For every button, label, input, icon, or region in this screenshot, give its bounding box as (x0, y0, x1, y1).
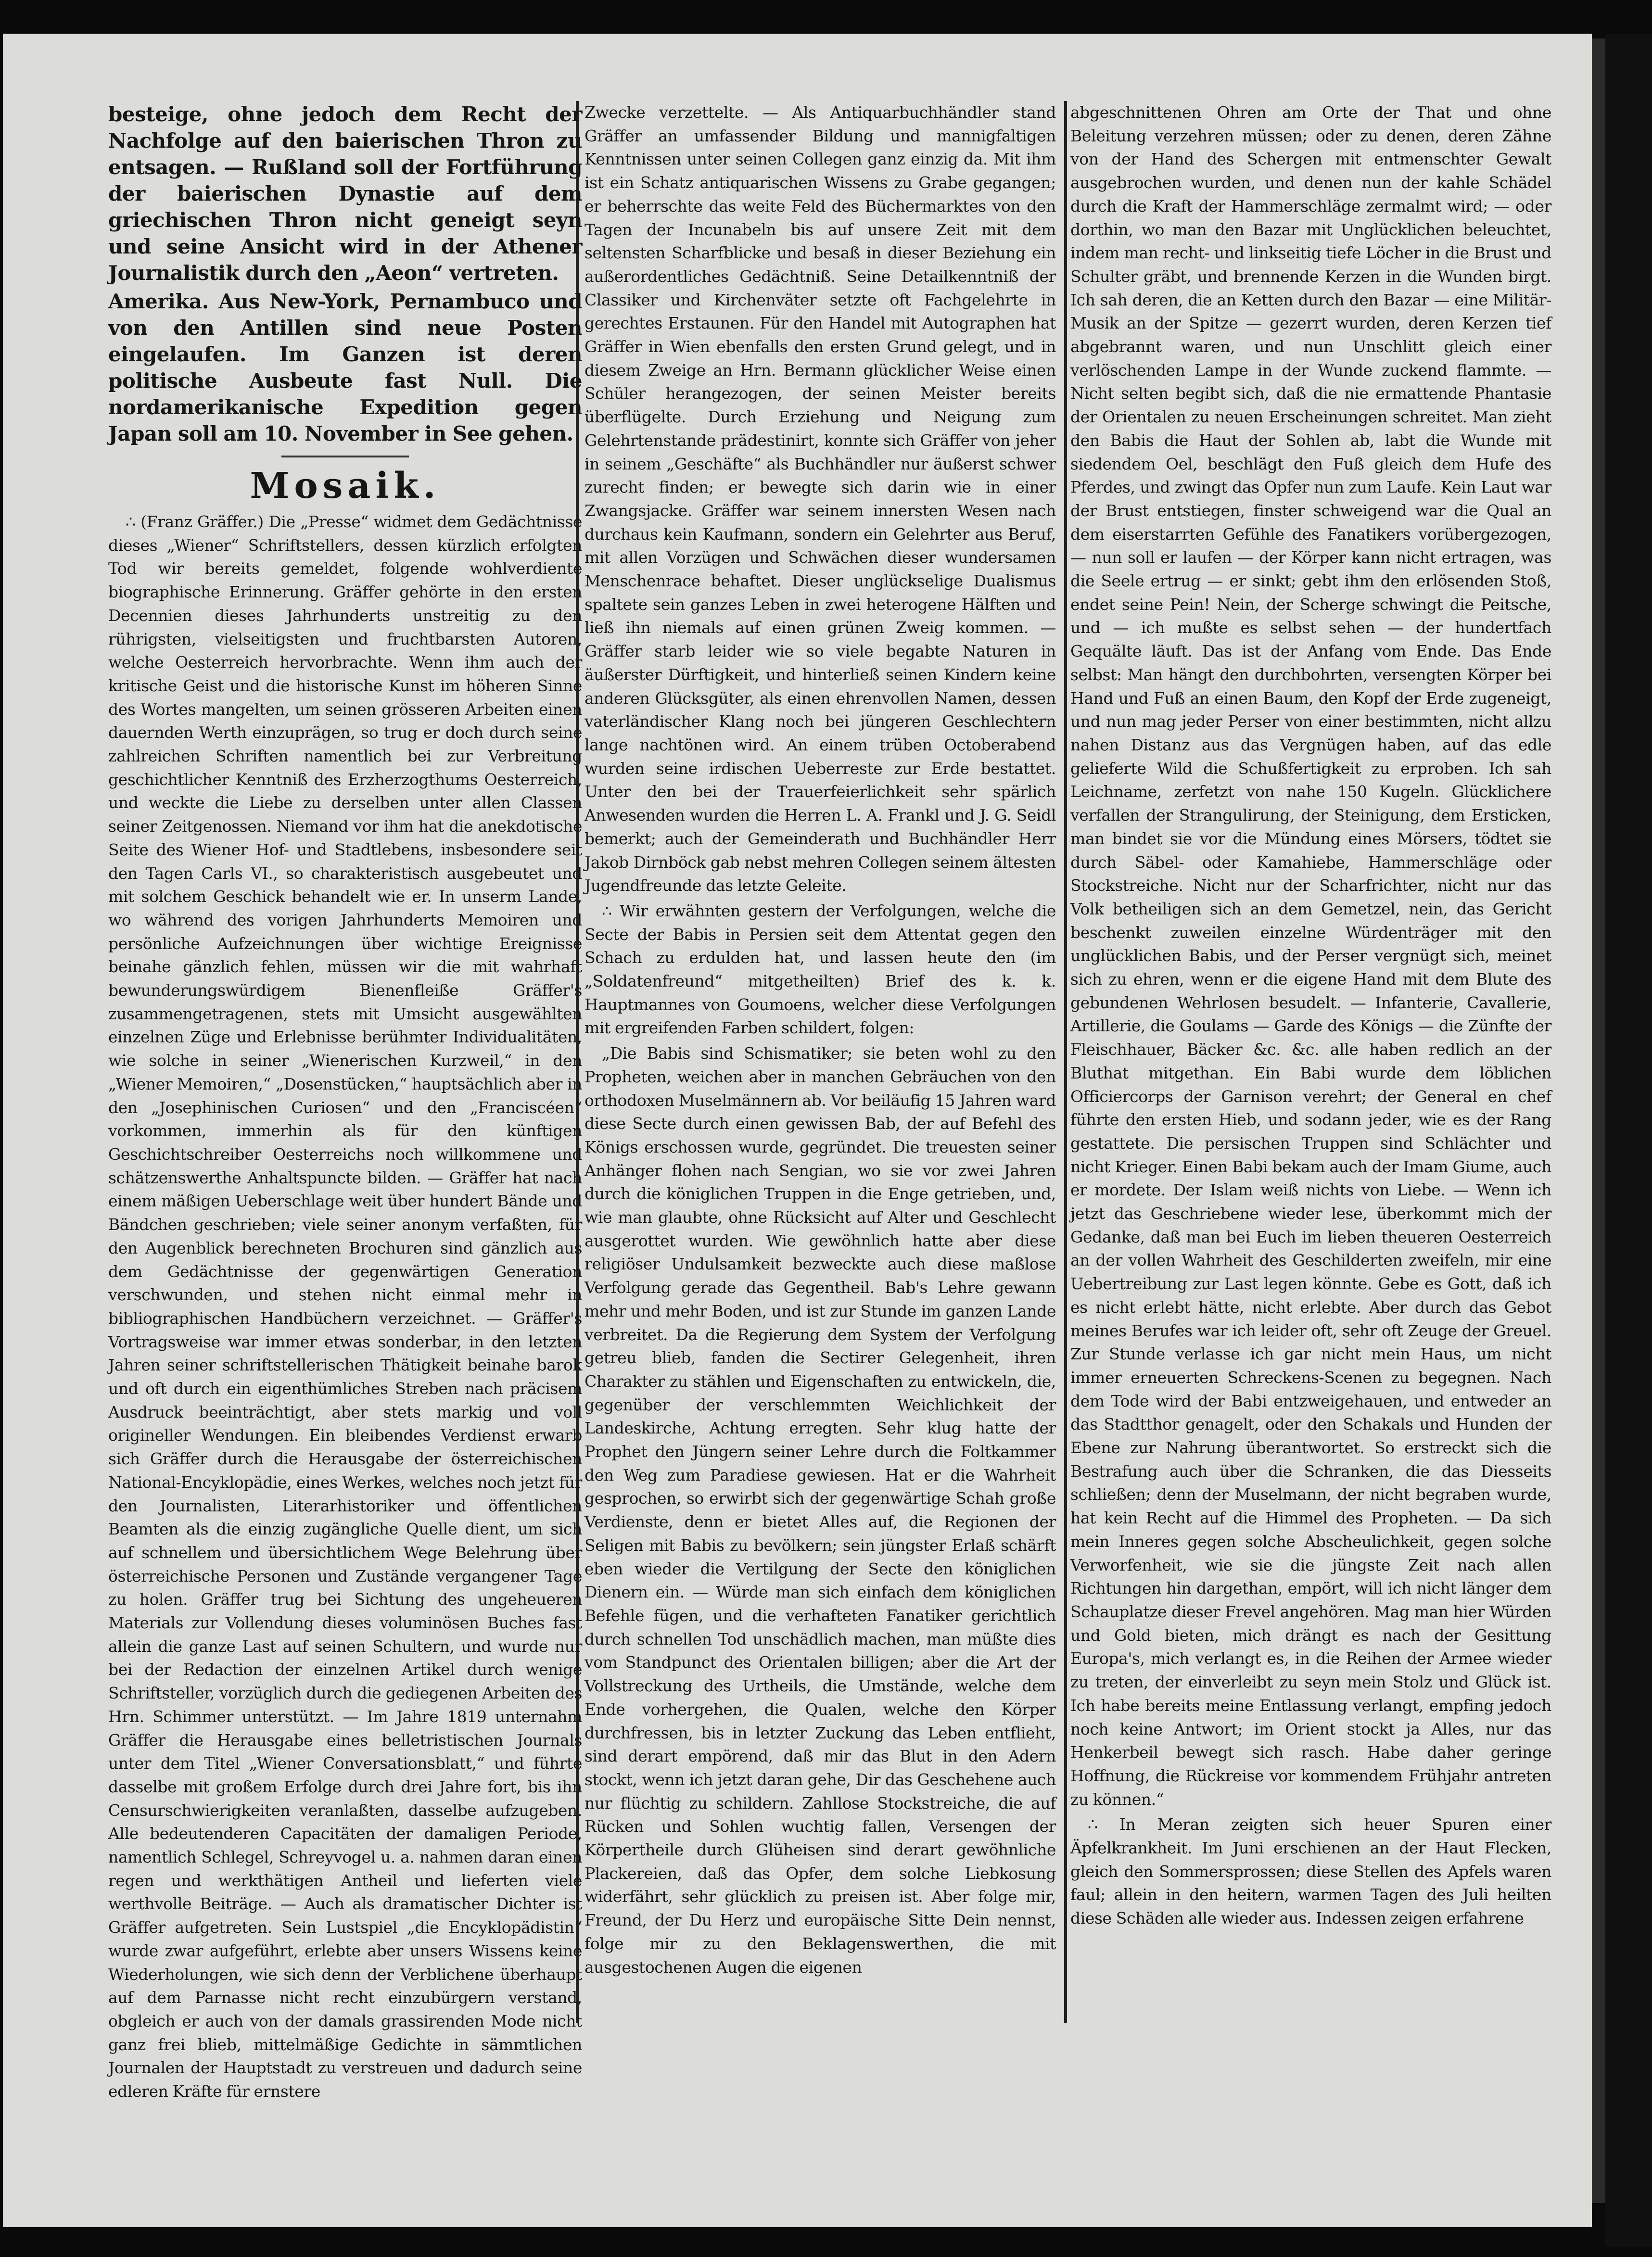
column-1 (108, 101, 582, 2101)
page-spine-shadow (1592, 38, 1605, 2203)
section-separator (281, 456, 409, 457)
paragraph-babis-letter-continued: abgeschnittenen Ohren am Orte der That und ohne Beleitung verzehren müssen; oder zu denen, deren Zähne von der Hand des Schergen mit entmenschter Gewalt ausgebrochen wurden, und denen nun der kahle Schädel durch die Kraft der Hammerschläge zermalmt wird; — oder dorthin, wo man den Bazar mit Unglücklichen beleuchtet, indem man recht- und linkseitig tiefe Löcher in die Brust und Schulter gräbt, und brennende Kerzen in die Wunden birgt. Ich sah deren, die an Ketten durch den Bazar — eine Militär-Musik an der Spitze — gezerrt wurden, deren Kerzen tief abgebrannt waren, und nun Unschlitt gleich einer verlöschenden Lampe in der Wunde zuckend flammte. — Nicht selten begibt sich, daß die nie ermattende Phantasie der Orientalen zu neuen Erscheinungen schreitet. Man zieht den Babis die Haut der Sohlen ab, labt die Wunde mit siedendem Oel, beschlägt den Fuß gleich dem Hufe des Pferdes, und zwingt das Opfer nun zum Laufe. Kein Laut war der Brust entstiegen, finster schweigend war die Qual an dem eiserstarrten Gefühle des Fanatikers vorübergezogen, — nun soll er laufen — der Körper kann nicht ertragen, was die Seele ertrug — er sinkt; gebt ihm den erlösenden Stoß, endet seine Pein! Nein, der Scherge schwingt die Peitsche, und — ich mußte es selbst sehen — der hundertfach Gequälte läuft. Das ist der Anfang vom Ende. Das Ende selbst: Man hängt den durchbohrten, versengten Körper bei Hand und Fuß an einen Baum, den Kopf der Erde zugeneigt, und nun mag jeder Perser von einer bestimmten, nicht allzu nahen Distanz aus das Vergnügen haben, auf das edle gelieferte Wild die Schußfertigkeit zu erproben. Ich sah Leichname, zerfetzt von nahe 150 Kugeln. Glücklichere verfallen der Strangulirung, der Steinigung, dem Ersticken, man bindet sie vor die Mündung eines Mörsers, tödtet sie durch Säbel- oder Kamahiebe, Hammerschläge oder Stockstreiche. Nicht nur der Scharfrichter, nicht nur das Volk betheiligen sich an dem Gemetzel, nein, das Gericht beschenkt zuweilen einzelne Würdenträger mit den unglücklichen Babis, und der Perser vergnügt sich, meinet sich zu ehren, wenn er die eigene Hand mit dem Blute des gebundenen Wehrlosen besudelt. — Infanterie, Cavallerie, Artillerie, die Goulams — Garde des Königs — die Zünfte der Fleischhauer, Bäcker &c. &c. alle haben redlich an der Bluthat mitgethan. Ein Babi wurde dem löblichen Officiercorps der Garnison verehrt; der General en chef führte den ersten Hieb, und sodann jeder, wie es der Rang gestattete. Die persischen Truppen sind Schlächter und nicht Krieger. Einen Babi bekam auch der Imam Giume, auch er mordete. Der Islam weiß nichts von Liebe. — Wenn ich jetzt das Geschriebene wieder lese, überkommt mich der Gedanke, daß man bei Euch im lieben theueren Oesterreich an der vollen Wahrheit des Geschilderten zweifeln, mir eine Uebertreibung zur Last legen könnte. Gebe es Gott, daß ich es nicht erlebt hätte, nicht erlebte. Aber durch das Gebot meines Berufes war ich leider oft, sehr oft Zeuge der Greuel. Zur Stunde verlasse ich gar nicht mein Haus, um nicht immer erneuerten Schreckens-Scenen zu begegnen. Nach dem Tode wird der Babi entzweigehauen, und entweder an das Stadtthor genagelt, oder den Schakals und Hunden der Ebene zur Nahrung überantwortet. So erstreckt sich die Bestrafung auch über die Schranken, die das Diesseits schließen; denn der Muselmann, der nicht begraben wurde, hat kein Recht auf die Himmel des Propheten. — Da sich mein Inneres gegen solche Abscheulichkeit, gegen solche Verworfenheit, wie sie die jüngste Zeit nach allen Richtungen hin dargethan, empört, will ich nicht länger dem Schauplatze dieser Frevel angehören. Mag man hier Würden und Gold bieten, mich drängt es nach der Gesittung Europa's, mich verlangt es, in die Reihen der Armee wieder zu treten, der einverleibt zu seyn mein Stolz und Glück ist. Ich habe bereits meine Entlassung verlangt, empfing jedoch noch keine Antwort; im Orient stockt ja Alles, nur das Henkerbeil bewegt sich rasch. Habe daher geringe Hoffnung, die Rückreise vor kommendem Frühjahr antreten zu können.“ (1070, 103, 1551, 1809)
paragraph-graeffer-continued: Zwecke verzettelte. — Als Antiquarbuchhändler stand Gräffer an umfassender Bildung und mannigfaltigen Kenntnissen unter seinen Collegen ganz einzig da. Mit ihm ist ein Schatz antiquarischen Wissens zu Grabe gegangen; er beherrschte das weite Feld des Büchermarktes von den Tagen der Incunabeln bis auf unsere Zeit mit dem seltensten Scharfblicke und besaß in dieser Beziehung ein außerordentliches Gedächtniß. Seine Detailkenntniß der Classiker und Kirchenväter setzte oft Fachgelehrte in gerechtes Erstaunen. Für den Handel mit Autographen hat Gräffer in Wien ebenfalls den ersten Grund gelegt, und in diesem Zweige an Hrn. Bermann glücklicher Weise einen Schüler herangezogen, der seinen Meister bereits überflügelte. Durch Erziehung und Neigung zum Gelehrtenstande prädestinirt, konnte sich Gräffer von jeher in seinem „Geschäfte“ als Buchhändler nur äußerst schwer zurecht finden; er bewegte sich darin wie in einer Zwangsjacke. Gräffer war seinem innersten Wesen nach durchaus kein Kaufmann, sondern ein Gelehrter aus Beruf, mit allen Vorzügen und Schwächen dieser wundersamen Menschenrace behaftet. Dieser unglückselige Dualismus spaltete sein ganzes Leben in zwei heterogene Hälften und ließ ihn niemals auf einen grünen Zweig kommen. — Gräffer starb leider wie so viele begabte Naturen in äußerster Dürftigkeit, und hinterließ seinen Kindern keine anderen Glücksgüter, als einen ehrenvollen Namen, dessen vaterländischer Klang noch bei jüngeren Geschlechtern lange nachtönen wird. An einem trüben Octoberabend wurden seine irdischen Ueberreste zur Erde bestattet. Unter den bei der Trauerfeierlichkeit sehr spärlich Anwesenden wurden die Herren L. A. Frankl und J. G. Seidl bemerkt; auch der Gemeinderath und Buchhändler Herr Jakob Dirnböck gab nebst mehren Collegen seinem ältesten Jugendfreunde das letzte Geleite. (585, 103, 1056, 895)
paragraph-amerika: Amerika. Aus New-York, Pernambuco und von den Antillen sind neue Posten eingelaufen. Im Ganzen ist deren politische Ausbeute fast Null. Die nordamerikanische Expedition gegen Japan soll am 10. November in See gehen. (108, 290, 582, 445)
paragraph-babis-letter: „Die Babis sind Schismatiker; sie beten wohl zu den Propheten, weichen aber in manchen Gebräuchen von den orthodoxen Muselmännern ab. Vor beiläufig 15 Jahren ward diese Secte durch einen gewissen Bab, der auf Befehl des Königs erschossen wurde, gegründet. Die treuesten seiner Anhänger flohen nach Sengian, wo sie vor zwei Jahren durch die königlichen Truppen in die Enge getrieben, und, wie man glaubte, ohne Rücksicht auf Alter und Geschlecht ausgerottet wurden. Wie gewöhnlich hatte aber diese religiöser Undulsamkeit bezweckte auch diese maßlose Verfolgung gerade das Gegentheil. Bab's Lehre gewann mehr und mehr Boden, und ist zur Stunde im ganzen Lande verbreitet. Da die Regierung dem System der Verfolgung getreu blieb, fanden die Sectirer Gelegenheit, ihren Charakter zu stählen und Eigenschaften zu entwickeln, die, gegenüber der verschlemmten Weichlichkeit der Landeskirche, Achtung erregten. Sehr klug hatte der Prophet den Jüngern seiner Lehre durch die Foltkammer den Weg zum Paradiese gewiesen. Hat er die Wahrheit gesprochen, so erwirbt sich der gegenwärtige Schah große Verdienste, denn er bietet Alles auf, die Regionen der Seligen mit Babis zu bevölkern; sein jüngster Erlaß schärft eben wieder die Vertilgung der Secte den königlichen Dienern ein. — Würde man sich einfach dem königlichen Befehle fügen, und die verhafteten Fanatiker gerichtlich durch schnellen Tod unschädlich machen, man müßte dies vom Standpunct des Orientalen billigen; aber die Art der Vollstreckung des Urtheils, die Umstände, welche dem Ende vorhergehen, die Qualen, welche den Körper durchfressen, bis in letzter Zuckung das Leben entflieht, sind derart empörend, daß mir das Blut in den Adern stockt, wenn ich jetzt daran gehe, Dir das Geschehene auch nur flüchtig zu schildern. Zahllose Stockstreiche, die auf Rücken und Sohlen wuchtig fallen, Versengen der Körpertheile durch Glüheisen sind derart gewöhnliche Plackereien, daß das Opfer, dem solche Liebkosung widerfährt, sehr glücklich zu preisen ist. Aber folge mir, Freund, der Du Herz und europäische Sitte Dein nennst, folge mir zu den Beklagenswerthen, die mit ausgestochenen Augen die eigenen (585, 1044, 1056, 1977)
section-heading-mosaik: Mosaik. (250, 465, 441, 507)
paragraph-greece-continuation: besteige, ohne jedoch dem Recht der Nachfolge auf den baierischen Thron zu entsagen. — Rußland soll der Fortführung der baierischen Dynastie auf dem griechischen Thron nicht geneigt seyn und seine Ansicht wird in der Athener Journalistik durch den „Aeon“ vertreten. (108, 102, 582, 285)
column-rule-2 (1064, 101, 1067, 2023)
column-3 (1070, 101, 1551, 2088)
paragraph-graeffer: ∴ (Franz Gräffer.) Die „Presse“ widmet dem Gedächtnisse dieses „Wiener“ Schriftstellers, dessen kürzlich erfolgten Tod wir bereits gemeldet, folgende wohlverdiente biographische Erinnerung. Gräffer gehörte in den ersten Decennien dieses Jahrhunderts unstreitig zu den rührigsten, vielseitigsten und fruchtbarsten Autoren, welche Oesterreich hervorbrachte. Wenn ihm auch der kritische Geist und die historische Kunst im höheren Sinne des Wortes mangelten, um seinen grösseren Arbeiten einen dauernden Werth einzuprägen, so trug er doch durch seine zahlreichen Schriften namentlich bei zur Verbreitung geschichtlicher Kenntniß des Erzherzogthums Oesterreich, und weckte die Liebe zu derselben unter allen Classen seiner Zeitgenossen. Niemand vor ihm hat die anekdotische Seite des Wiener Hof- und Stadtlebens, insbesondere seit den Tagen Carls VI., so charakteristisch ausgebeutet und mit solchem Geschick behandelt wie er. In unserm Lande, wo während des vorigen Jahrhunderts Memoiren und persönliche Aufzeichnungen über wichtige Ereignisse beinahe gänzlich fehlen, müssen wir die mit wahrhaft bewunderungswürdigem Bienenfleiße Gräffer's zusammengetragenen, stets mit Umsicht ausgewählten einzelnen Züge und Erlebnisse berühmter Individualitäten, wie solche in seiner „Wienerischen Kurzweil,“ in den „Wiener Memoiren,“ „Dosenstücken,“ hauptsächlich aber in den „Josephinischen Curiosen“ und den „Franciscéen“ vorkommen, immerhin als für den künftigen Geschichtschreiber Oesterreichs noch willkommene und schätzenswerthe Anhaltspuncte bilden. — Gräffer hat nach einem mäßigen Ueberschlage weit über hundert Bände und Bändchen geschrieben; viele seiner anonym verfaßten, für den Augenblick berechneten Brochuren sind gänzlich aus dem Gedächtnisse der gegenwärtigen Generation verschwunden, und stehen nicht einmal mehr in bibliographischen Handbüchern verzeichnet. — Gräffer's Vortragsweise war immer etwas sonderbar, in den letzten Jahren seiner schriftstellerischen Thätigkeit beinahe barok und oft durch ein eigenthümliches Streben nach präcisem Ausdruck beeinträchtigt, aber stets markig und voll origineller Wendungen. Ein bleibendes Verdienst erwarb sich Gräffer durch die Herausgabe der österreichischen National-Encyklopädie, eines Werkes, welches noch jetzt für den Journalisten, Literarhistoriker und öffentlichen Beamten als die einzig zugängliche Quelle dient, um sich auf schnellem und übersichtlichem Wege Belehrung über österreichische Personen und Zustände vergangener Tage zu holen. Gräffer trug bei Sichtung des ungeheueren Materials zur Vollendung dieses voluminösen Buches fast allein die ganze Last auf seinen Schultern, und wurde nur bei der Redaction der einzelnen Artikel durch wenige Schriftsteller, vorzüglich durch die gediegenen Arbeiten des Hrn. Schimmer unterstützt. — Im Jahre 1819 unternahm Gräffer die Herausgabe eines belletristischen Journals unter dem Titel „Wiener Conversationsblatt,“ und führte dasselbe mit großem Erfolge durch drei Jahre fort, bis ihn Censurschwierigkeiten veranlaßten, dasselbe aufzugeben. Alle bedeutenderen Capacitäten der damaligen Periode, namentlich Schlegel, Schreyvogel u. a. nahmen daran einen regen und werkthätigen Antheil und lieferten viele werthvolle Beiträge. — Auch als dramatischer Dichter ist Gräffer aufgetreten. Sein Lustspiel „die Encyklopädistin“ wurde zwar aufgeführt, erlebte aber unsers Wissens keine Wiederholungen, wie sich denn der Verblichene überhaupt auf dem Parnasse nicht recht einzubürgern verstand, obgleich er auch von der damals grassirenden Mode nicht ganz frei blieb, mittelmäßige Gedichte in sämmtlichen Journalen der Hauptstadt zu verstreuen und dadurch seine edleren Kräfte für ernstere (108, 512, 582, 2101)
paragraph-babis-intro: ∴ Wir erwähnten gestern der Verfolgungen, welche die Secte der Babis in Persien seit dem Attentat gegen den Schach zu erdulden hat, und lassen heute den (im „Soldatenfreund“ mitgetheilten) Brief des k. k. Hauptmannes von Goumoens, welcher diese Verfolgungen mit ergreifenden Farben schildert, folgen: (585, 901, 1056, 1038)
paragraph-meran-apples: ∴ In Meran zeigten sich heuer Spuren einer Äpfelkrankheit. Im Juni erschienen an der Haut Flecken, gleich den Sommersprossen; diese Stellen des Apfels waren faul; allein in den heitern, warmen Tagen des Juli heilten diese Schäden alle wieder aus. Indessen zeigen erfahrene (1070, 1815, 1551, 1928)
column-2 (585, 101, 1056, 2088)
scan-edge (1605, 34, 1652, 2246)
